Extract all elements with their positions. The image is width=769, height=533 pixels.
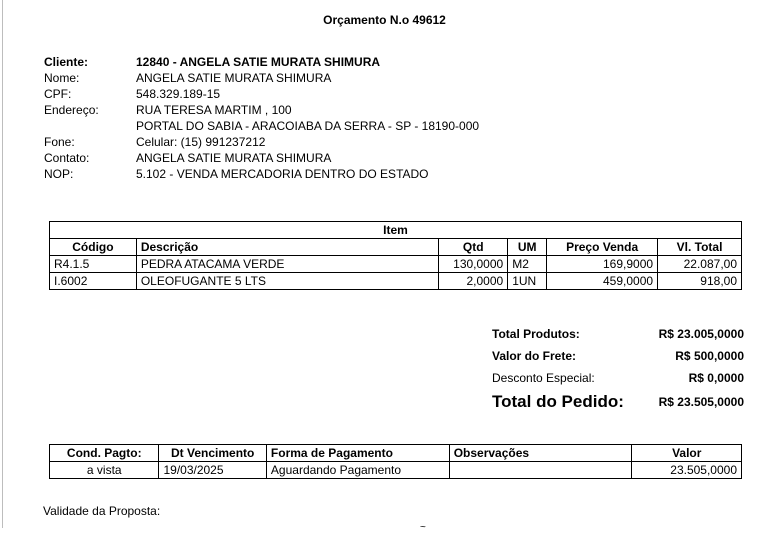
cell-um: M2 <box>508 256 547 273</box>
cliente-value: 12840 - ANGELA SATIE MURATA SHIMURA <box>136 55 381 69</box>
endereco-line2: PORTAL DO SABIA - ARACOIABA DA SERRA - SP - 18190-000 <box>136 119 480 133</box>
col-header-descricao: Descrição <box>136 239 438 256</box>
table-row <box>50 273 742 290</box>
col-header-observacoes: Observações <box>449 445 632 462</box>
col-header-dt-vencimento: Dt Vencimento <box>159 445 266 462</box>
cliente-row <box>44 54 479 70</box>
cell-observacoes <box>449 462 632 479</box>
cell-qtd: 130,0000 <box>439 256 508 273</box>
cut-off-text: ~ <box>420 522 426 533</box>
desconto-label: Desconto Especial: <box>492 371 595 385</box>
cell-forma-pagamento: Aguardando Pagamento <box>266 462 449 479</box>
page-border-line <box>2 0 3 528</box>
total-produtos-row <box>492 323 744 345</box>
endereco-line1: RUA TERESA MARTIM , 100 <box>136 103 292 117</box>
valor-frete-row <box>492 345 744 367</box>
validade-label: Validade da Proposta: <box>43 504 161 518</box>
items-header-row <box>50 239 742 256</box>
fone-row <box>44 134 479 150</box>
nop-row <box>44 166 479 182</box>
col-header-um: UM <box>508 239 547 256</box>
items-group-header-row <box>50 222 742 239</box>
cpf-row <box>44 86 479 102</box>
fone-label: Fone: <box>44 135 75 149</box>
col-header-valor: Valor <box>632 445 742 462</box>
page-title: Orçamento N.o 49612 <box>323 13 446 27</box>
nome-row <box>44 70 479 86</box>
items-table <box>49 221 742 290</box>
cell-um: 1UN <box>508 273 547 290</box>
cell-valor: 23.505,0000 <box>632 462 742 479</box>
col-header-cond-pagto: Cond. Pagto: <box>50 445 159 462</box>
cliente-label: Cliente: <box>44 55 89 69</box>
contato-row <box>44 150 479 166</box>
payment-header-row <box>50 445 742 462</box>
cell-total: 918,00 <box>658 273 742 290</box>
valor-frete-label: Valor do Frete: <box>492 349 577 363</box>
nop-value: 5.102 - VENDA MERCADORIA DENTRO DO ESTADO <box>136 167 429 181</box>
cell-total: 22.087,00 <box>658 256 742 273</box>
total-produtos-label: Total Produtos: <box>492 327 580 341</box>
cell-cond-pagto: a vista <box>50 462 159 479</box>
endereco-row <box>44 102 479 118</box>
fone-value: Celular: (15) 991237212 <box>136 135 266 149</box>
nome-value: ANGELA SATIE MURATA SHIMURA <box>136 71 332 85</box>
cell-descricao: OLEOFUGANTE 5 LTS <box>136 273 438 290</box>
col-header-total: Vl. Total <box>658 239 742 256</box>
desconto-row <box>492 367 744 389</box>
payment-table <box>49 444 742 479</box>
endereco-label: Endereço: <box>44 103 99 117</box>
desconto-value: R$ 0,0000 <box>688 371 744 385</box>
endereco-row-2 <box>44 118 479 134</box>
cell-preco: 459,0000 <box>547 273 658 290</box>
total-pedido-row <box>492 389 744 415</box>
cell-descricao: PEDRA ATACAMA VERDE <box>136 256 438 273</box>
cell-codigo: I.6002 <box>50 273 137 290</box>
contato-value: ANGELA SATIE MURATA SHIMURA <box>136 151 332 165</box>
table-row <box>50 256 742 273</box>
cell-preco: 169,9000 <box>547 256 658 273</box>
client-info <box>44 54 479 182</box>
contato-label: Contato: <box>44 151 90 165</box>
total-pedido-value: R$ 23.505,0000 <box>658 395 744 409</box>
cell-codigo: R4.1.5 <box>50 256 137 273</box>
col-header-codigo: Código <box>50 239 137 256</box>
cell-qtd: 2,0000 <box>439 273 508 290</box>
cpf-value: 548.329.189-15 <box>136 87 221 101</box>
col-header-qtd: Qtd <box>439 239 508 256</box>
items-group-header: Item <box>50 222 742 239</box>
cpf-label: CPF: <box>44 87 72 101</box>
col-header-preco: Preço Venda <box>547 239 658 256</box>
total-produtos-value: R$ 23.005,0000 <box>658 327 744 341</box>
valor-frete-value: R$ 500,0000 <box>675 349 744 363</box>
total-pedido-label: Total do Pedido: <box>492 392 624 411</box>
nop-label: NOP: <box>44 167 74 181</box>
totals-block <box>492 323 744 415</box>
cell-dt-vencimento: 19/03/2025 <box>159 462 266 479</box>
col-header-forma-pagamento: Forma de Pagamento <box>266 445 449 462</box>
nome-label: Nome: <box>44 71 80 85</box>
table-row <box>50 462 742 479</box>
